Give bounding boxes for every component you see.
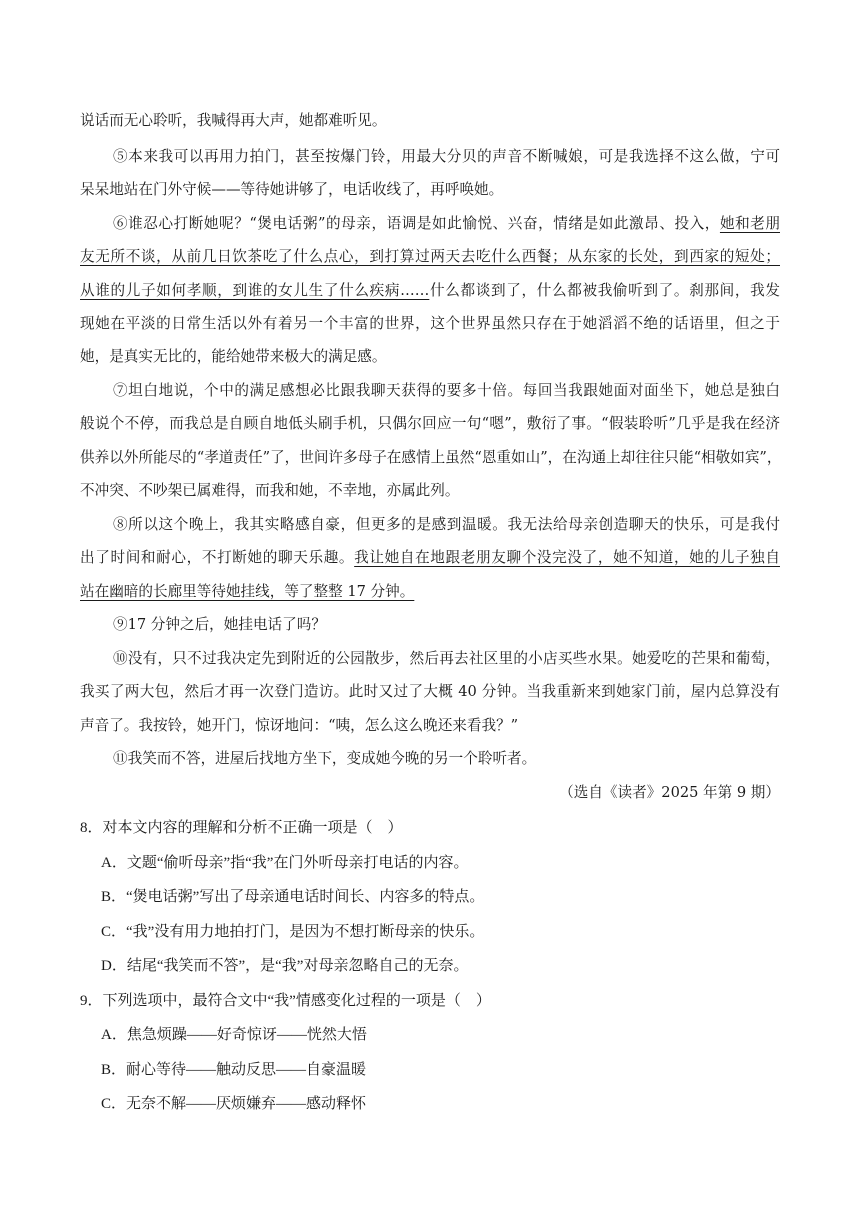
question-8-option-d: D．结尾“我笑而不答”，是“我”对母亲忽略自己的无奈。: [101, 958, 469, 974]
paragraph-6-line-5: 她，是真实无比的，能给她带来极大的满足感。: [80, 348, 387, 365]
paragraph-7-line-4: 不冲突、不吵架已属难得，而我和她，不幸地，亦属此列。: [80, 482, 460, 499]
underlined-text: 我让她自在地跟老朋友聊个没完没了，她不知道，她的儿子独自: [354, 549, 780, 566]
paragraph-8-line-3-underlined: 站在幽暗的长廊里等待她挂线，等了整整 17 分钟。: [80, 583, 415, 600]
paragraph-6-line-1: ⑥谁忍心打断她呢？“煲电话粥”的母亲，语调是如此愉悦、兴奋，情绪是如此激昂、投入，她和老朋: [113, 215, 780, 232]
paragraph-5-line-1: ⑤本来我可以再用力拍门，甚至按爆门铃，用最大分贝的声音不断喊娘，可是我选择不这么做，宁可: [113, 148, 780, 165]
paragraph-6-line-3: 从谁的儿子如何孝顺，到谁的女儿生了什么疾病……什么都谈到了，什么都被我偷听到了。刹那间，我发: [80, 282, 780, 299]
underlined-text: 从谁的儿子如何孝顺，到谁的女儿生了什么疾病……: [80, 282, 430, 299]
question-8-stem: 8．对本文内容的理解和分析不正确一项是（ ）: [80, 820, 403, 836]
underlined-text: 她和老朋: [719, 215, 780, 232]
paragraph-7-line-2: 般说个不停，而我总是自顾自地低头刷手机，只偶尔回应一句“嗯”，敷衍了事。“假装聆听”几乎是我在经济: [80, 415, 780, 432]
paragraph-10-line-1: ⑩没有，只不过我决定先到附近的公园散步，然后再去社区里的小店买些水果。她爱吃的芒果和葡萄，: [113, 650, 780, 667]
paragraph-5-line-2: 呆呆地站在门外守候——等待她讲够了，电话收线了，再呼唤她。: [80, 181, 504, 198]
paragraph-10-line-2: 我买了两大包，然后才再一次登门造访。此时又过了大概 40 分钟。当我重新来到她家门前，屋内总算没有: [80, 683, 780, 700]
question-9-option-a: A．焦急烦躁——好奇惊讶——恍然大悟: [101, 1027, 367, 1043]
paragraph-11: ⑪我笑而不答，进屋后找地方坐下，变成她今晚的另一个聆听者。: [113, 750, 537, 767]
paragraph-10-line-3: 声音了。我按铃，她开门，惊讶地问：“咦，怎么这么晚还来看我？”: [80, 717, 519, 734]
paragraph-9: ⑨17 分钟之后，她挂电话了吗？: [113, 616, 326, 633]
question-8-option-c: C．“我”没有用力地拍打门，是因为不想打断母亲的快乐。: [101, 924, 485, 940]
passage-line-1: 说话而无心聆听，我喊得再大声，她都难听见。: [80, 112, 387, 129]
paragraph-6-line-4: 现她在平淡的日常生活以外有着另一个丰富的世界，这个世界虽然只存在于她滔滔不绝的话语里，但之于: [80, 315, 780, 332]
question-8-option-a: A．文题“偷听母亲”指“我”在门外听母亲打电话的内容。: [101, 855, 469, 871]
question-9-option-c: C．无奈不解——厌烦嫌弃——感动释怀: [101, 1096, 367, 1112]
paragraph-7-line-3: 供养以外所能尽的“孝道责任”了，世间许多母子在感情上虽然“恩重如山”，在沟通上却往往只能“相敬如宾”，: [80, 449, 782, 466]
question-9-stem: 9．下列选项中，最符合文中“我”情感变化过程的一项是（ ）: [80, 993, 491, 1009]
paragraph-6-line-2-underlined: 友无所不谈，从前几日饮茶吃了什么点心，到打算过两天去吃什么西餐；从东家的长处，到西家的短处；: [80, 248, 780, 265]
source-citation: （选自《读者》2025 年第 9 期）: [559, 784, 780, 801]
question-9-option-b: B．耐心等待——触动反思——自豪温暖: [101, 1062, 367, 1078]
paragraph-8-line-2: 出了时间和耐心，不打断她的聊天乐趣。我让她自在地跟老朋友聊个没完没了，她不知道，她的儿子独自: [80, 549, 780, 566]
question-8-option-b: B．“煲电话粥”写出了母亲通电话时间长、内容多的特点。: [101, 889, 485, 905]
paragraph-7-line-1: ⑦坦白地说，个中的满足感想必比跟我聊天获得的要多十倍。每回当我跟她面对面坐下，她总是独白: [113, 382, 780, 399]
paragraph-8-line-1: ⑧所以这个晚上，我其实略感自豪，但更多的是感到温暖。我无法给母亲创造聊天的快乐，可是我付: [113, 516, 780, 533]
